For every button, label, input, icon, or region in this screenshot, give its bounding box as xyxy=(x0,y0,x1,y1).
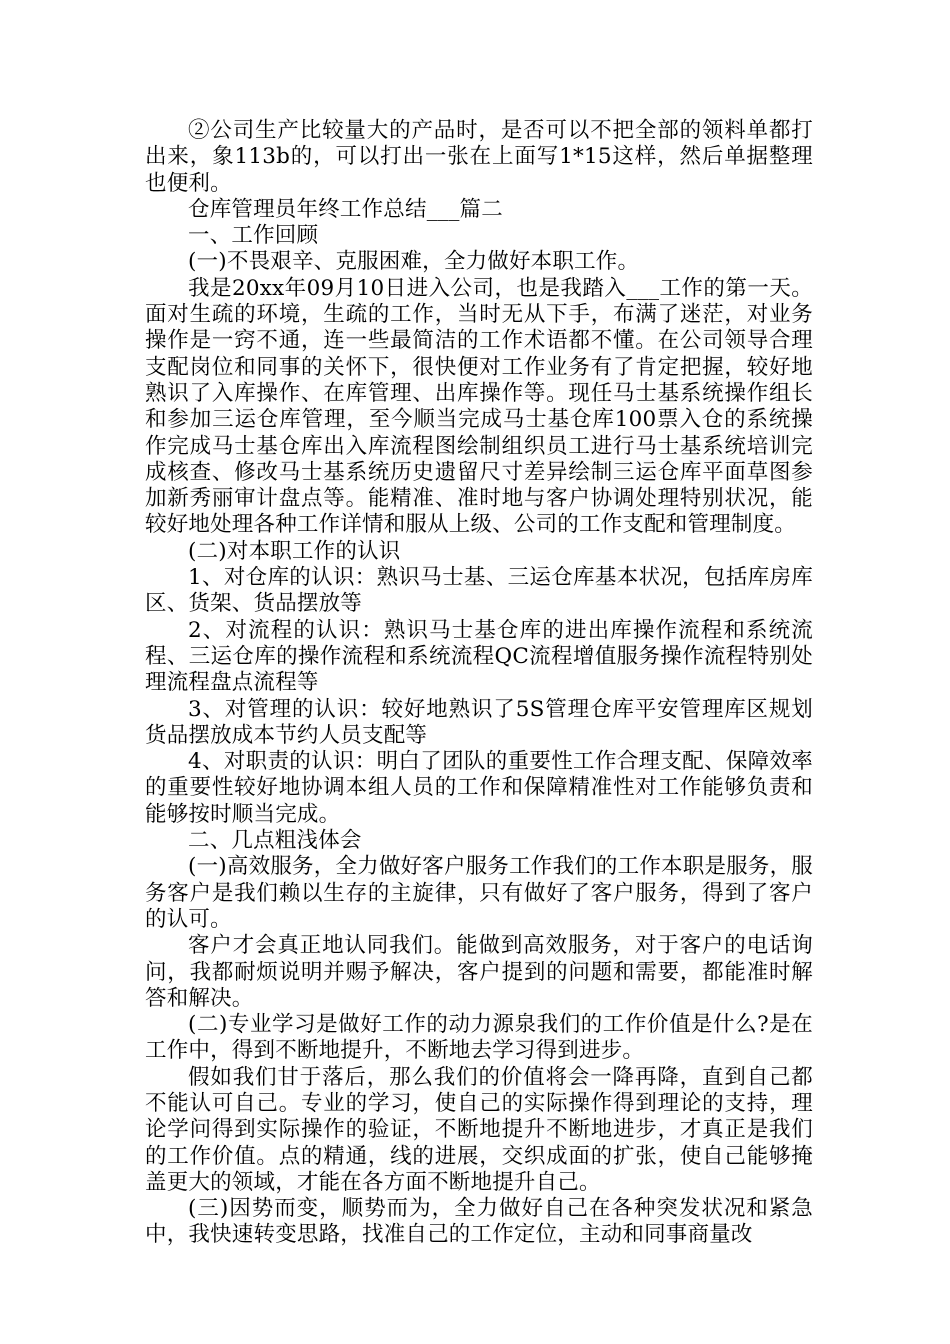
heading: 二、几点粗浅体会 xyxy=(188,828,362,854)
section-title: 仓库管理员年终工作总结___篇二 xyxy=(188,196,503,222)
subheading: (二)对本职工作的认识 xyxy=(188,538,401,564)
paragraph: (三)因势而变，顺势而为，全力做好自己在各种突发状况和紧急中，我快速转变思路，找准自己的工作定位，主动和同事商量改 xyxy=(145,1196,813,1248)
list-item: 4、对职责的认识：明白了团队的重要性工作合理支配、保障效率的重要性较好地协调本组人员的工作和保障精准性对工作能够负责和能够按时顺当完成。 xyxy=(145,749,813,827)
paragraph: 假如我们甘于落后，那么我们的价值将会一降再降，直到自己都不能认可自己。专业的学习，使自己的实际操作得到理论的支持，理论学问得到实际操作的验证，不断地提升不断地进步，才真正是我们的工作价值。点的精通，线的进展，交织成面的扩张，使自己能够掩盖更大的领域，才能在各方面不断地提升自己。 xyxy=(145,1064,813,1195)
subheading: (一)不畏艰辛、克服困难，全力做好本职工作。 xyxy=(188,249,640,275)
paragraph: ②公司生产比较量大的产品时，是否可以不把全部的领料单都打出来，象113b的，可以打出一张在上面写1*15这样，然后单据整理也便利。 xyxy=(145,118,813,196)
paragraph: (一)高效服务，全力做好客户服务工作我们的工作本职是服务，服务客户是我们赖以生存的主旋律，只有做好了客户服务，得到了客户的认可。 xyxy=(145,854,813,932)
document-page xyxy=(145,118,813,1249)
paragraph: 客户才会真正地认同我们。能做到高效服务，对于客户的电话询问，我都耐烦说明并赐予解决，客户提到的问题和需要，都能准时解答和解决。 xyxy=(145,933,813,1011)
paragraph: (二)专业学习是做好工作的动力源泉我们的工作价值是什么?是在工作中，得到不断地提升，不断地去学习得到进步。 xyxy=(145,1012,813,1064)
heading: 一、工作回顾 xyxy=(188,223,319,249)
list-item: 1、对仓库的认识：熟识马士基、三运仓库基本状况，包括库房库区、货架、货品摆放等 xyxy=(145,565,813,617)
list-item: 3、对管理的认识：较好地熟识了5S管理仓库平安管理库区规划货品摆放成本节约人员支配等 xyxy=(145,696,813,748)
paragraph: 我是20xx年09月10日进入公司，也是我踏入___工作的第一天。面对生疏的环境，生疏的工作，当时无从下手，布满了迷茫，对业务操作是一窍不通，连一些最简洁的工作术语都不懂。在公司领导合理支配岗位和同事的关怀下，很快便对工作业务有了肯定把握，较好地熟识了入库操作、在库管理、出库操作等。现任马士基系统操作组长和参加三运仓库管理，至今顺当完成马士基仓库100票入仓的系统操作完成马士基仓库出入库流程图绘制组织员工进行马士基系统培训完成核查、修改马士基系统历史遗留尺寸差异绘制三运仓库平面草图参加新秀丽审计盘点等。能精准、准时地与客户协调处理特别状况，能较好地处理各种工作详情和服从上级、公司的工作支配和管理制度。 xyxy=(145,275,813,538)
list-item: 2、对流程的认识：熟识马士基仓库的进出库操作流程和系统流程、三运仓库的操作流程和系统流程QC流程增值服务操作流程特别处理流程盘点流程等 xyxy=(145,617,813,696)
